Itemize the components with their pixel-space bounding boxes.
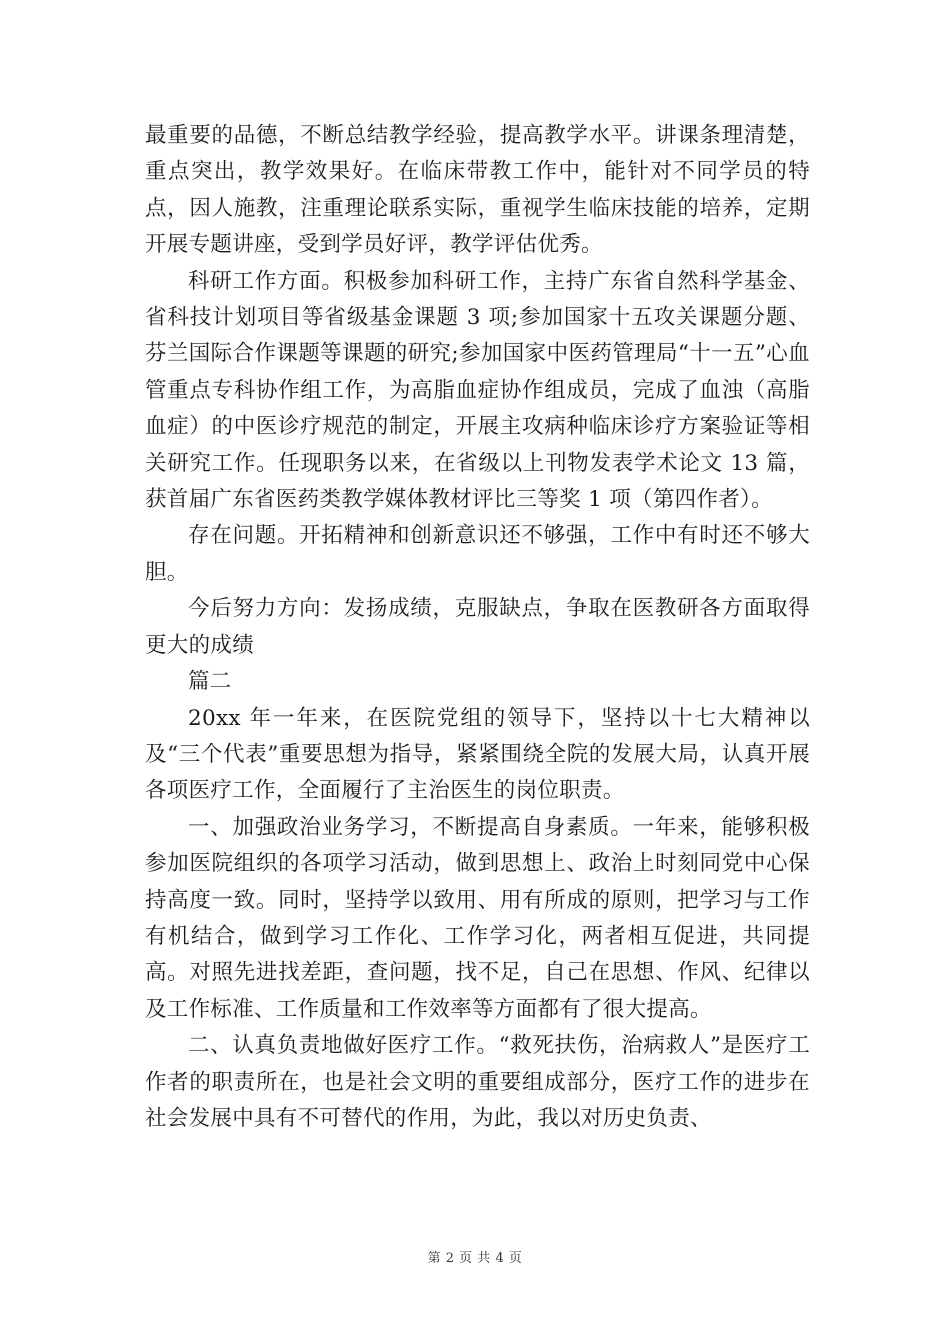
section-heading-part-two: 篇二: [188, 669, 232, 695]
body-text: [145, 118, 810, 1137]
paragraph-teaching-continued: 最重要的品德，不断总结教学经验，提高教学水平。讲课条理清楚，重点突出，教学效果好。在临床带教工作中，能针对不同学员的特点，因人施教，注重理论联系实际，重视学生临床技能的培养，定期开展专题讲座，受到学员好评，教学评估优秀。: [145, 123, 810, 258]
paragraph-medical-work: 二、认真负责地做好医疗工作。“救死扶伤，治病救人”是医疗工作者的职责所在，也是社会文明的重要组成部分，医疗工作的进步在社会发展中具有不可替代的作用，为此，我以对历史负责、: [145, 1033, 810, 1131]
paragraph-year-summary: 20xx 年一年来，在医院党组的领导下，坚持以十七大精神以及“三个代表”重要思想为指导，紧紧围绕全院的发展大局，认真开展各项医疗工作，全面履行了主治医生的岗位职责。: [145, 705, 810, 804]
paragraph-future-direction: 今后努力方向：发扬成绩，克服缺点，争取在医教研各方面取得更大的成绩: [145, 596, 810, 658]
paragraph-political-study: 一、加强政治业务学习，不断提高自身素质。一年来，能够积极参加医院组织的各项学习活动，做到思想上、政治上时刻同党中心保持高度一致。同时，坚持学以致用、用有所成的原则，把学习与工作有机结合，做到学习工作化、工作学习化，两者相互促进，共同提高。对照先进找差距，查问题，找不足，自己在思想、作风、纪律以及工作标准、工作质量和工作效率等方面都有了很大提高。: [145, 814, 810, 1022]
paragraph-problems: 存在问题。开拓精神和创新意识还不够强，工作中有时还不够大胆。: [145, 523, 810, 585]
paragraph-research: 科研工作方面。积极参加科研工作，主持广东省自然科学基金、省科技计划项目等省级基金课题 3 项;参加国家十五攻关课题分题、芬兰国际合作课题等课题的研究;参加国家中医药管理局“十一五”心血管重点专科协作组工作，为高脂血症协作组成员，完成了血浊（高脂血症）的中医诊疗规范的制定，开展主攻病种临床诊疗方案验证等相关研究工作。任现职务以来，在省级以上刊物发表学术论文 13 篇，获首届广东省医药类教学媒体教材评比三等奖 1 项（第四作者）。: [145, 268, 810, 513]
page-number-footer: 第 2 页 共 4 页: [427, 1251, 523, 1266]
